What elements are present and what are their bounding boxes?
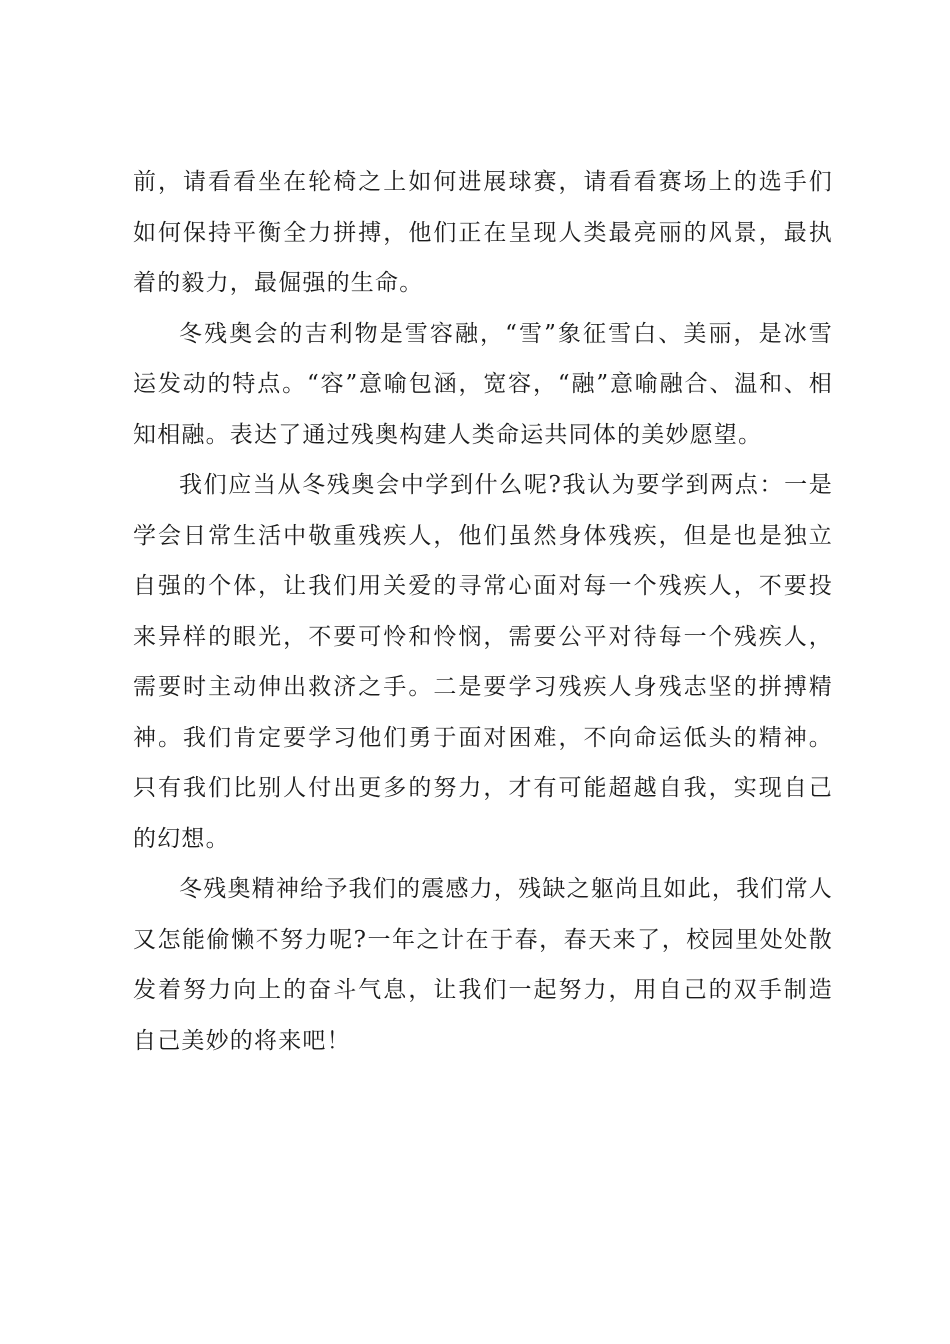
body-text	[133, 157, 833, 1066]
paragraph-conclusion: 冬残奥精神给予我们的震感力，残缺之躯尚且如此，我们常人又怎能偷懒不努力呢?一年之计在于春，春天来了，校园里处处散发着努力向上的奋斗气息，让我们一起努力，用自己的双手制造自己美妙的将来吧！	[133, 876, 833, 1054]
paragraph-mascot: 冬残奥会的吉利物是雪容融，“雪”象征雪白、美丽，是冰雪运发动的特点。“容”意喻包涵，宽容，“融”意喻融合、温和、相知相融。表达了通过残奥构建人类命运共同体的美妙愿望。	[133, 320, 833, 448]
paragraph-continuation: 前，请看看坐在轮椅之上如何进展球赛，请看看赛场上的选手们如何保持平衡全力拼搏，他们正在呈现人类最亮丽的风景，最执着的毅力，最倔强的生命。	[133, 169, 833, 296]
paragraph-lessons: 我们应当从冬残奥会中学到什么呢?我认为要学到两点：一是学会日常生活中敬重残疾人，他们虽然身体残疾，但是也是独立自强的个体，让我们用关爱的寻常心面对每一个残疾人，不要投来异样的眼光，不要可怜和怜悯，需要公平对待每一个残疾人，需要时主动伸出救济之手。二是要学习残疾人身残志坚的拼搏精神。我们肯定要学习他们勇于面对困难，不向命运低头的精神。只有我们比别人付出更多的努力，才有可能超越自我，实现自己的幻想。	[133, 472, 833, 852]
